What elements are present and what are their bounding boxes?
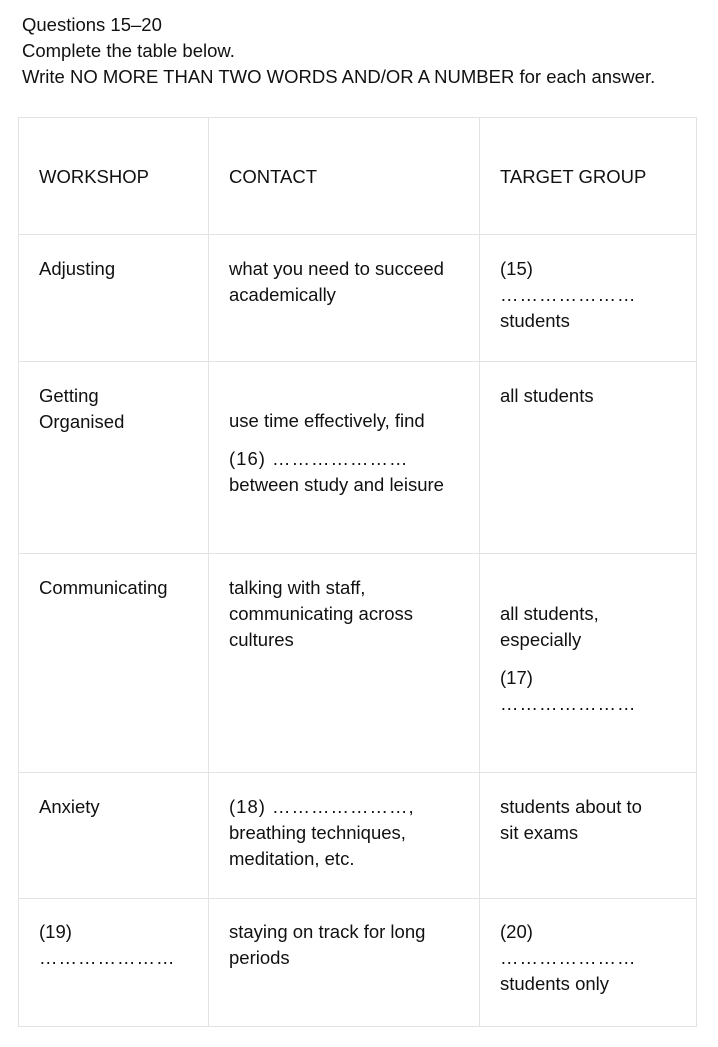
workshop-cell xyxy=(19,362,209,554)
target-text: sit exams xyxy=(500,822,579,843)
target-text: especially xyxy=(500,629,582,650)
table-row xyxy=(19,362,697,554)
table-header-row xyxy=(19,118,697,235)
contact-cell xyxy=(209,773,480,899)
contact-text: breathing techniques, xyxy=(229,822,406,843)
table-row xyxy=(19,899,697,1027)
answer-blank-15[interactable]: ………………… xyxy=(500,284,637,305)
workshop-cell xyxy=(19,899,209,1027)
answer-blank-16[interactable]: (16) ………………… xyxy=(229,448,409,469)
question-number-17: (17) xyxy=(500,667,533,688)
answer-blank-17[interactable]: ………………… xyxy=(500,693,637,714)
workshop-cell xyxy=(19,773,209,899)
question-number-19: (19) xyxy=(39,921,72,942)
target-cell xyxy=(480,899,697,1027)
instructions xyxy=(22,12,655,90)
target-cell xyxy=(480,362,697,554)
answer-blank-20[interactable]: ………………… xyxy=(500,947,637,968)
contact-text: what you need to succeed xyxy=(229,258,444,279)
target-cell xyxy=(480,235,697,362)
table-row xyxy=(19,235,697,362)
target-text: students about to xyxy=(500,796,642,817)
workshop-cell xyxy=(19,235,209,362)
target-cell xyxy=(480,773,697,899)
target-text: students xyxy=(500,310,570,331)
question-number-20: (20) xyxy=(500,921,533,942)
contact-text: communicating across xyxy=(229,603,414,624)
contact-text: periods xyxy=(229,947,290,968)
workshop-name: Communicating xyxy=(39,577,168,598)
answer-blank-19[interactable]: ………………… xyxy=(39,947,176,968)
workshop-name: Anxiety xyxy=(39,796,100,817)
contact-text: use time effectively, find xyxy=(229,410,425,431)
workshop-cell xyxy=(19,554,209,773)
contact-text: cultures xyxy=(229,629,294,650)
table-row xyxy=(19,773,697,899)
question-number-15: (15) xyxy=(500,258,533,279)
header-contact: CONTACT xyxy=(209,118,480,235)
target-text: students only xyxy=(500,973,610,994)
contact-cell xyxy=(209,362,480,554)
answer-blank-18[interactable]: (18) …………………, xyxy=(229,796,415,817)
contact-text: meditation, etc. xyxy=(229,848,355,869)
target-text: all students, xyxy=(500,603,599,624)
target-cell xyxy=(480,554,697,773)
task-instruction: Complete the table below. xyxy=(22,40,235,61)
target-text: all students xyxy=(500,385,594,406)
contact-text: between study and leisure xyxy=(229,474,444,495)
word-limit-instruction: Write NO MORE THAN TWO WORDS AND/OR A NUMBER for each answer. xyxy=(22,66,656,87)
contact-text: academically xyxy=(229,284,336,305)
workshop-name: Getting xyxy=(39,385,99,406)
workshop-table xyxy=(18,117,697,1027)
workshop-name: Organised xyxy=(39,411,125,432)
table-row xyxy=(19,554,697,773)
header-workshop: WORKSHOP xyxy=(19,118,209,235)
contact-cell xyxy=(209,554,480,773)
questions-heading: Questions 15–20 xyxy=(22,14,162,35)
header-target-group: TARGET GROUP xyxy=(480,118,697,235)
contact-cell xyxy=(209,899,480,1027)
contact-text: staying on track for long xyxy=(229,921,426,942)
contact-text: talking with staff, xyxy=(229,577,366,598)
workshop-name: Adjusting xyxy=(39,258,116,279)
contact-cell xyxy=(209,235,480,362)
